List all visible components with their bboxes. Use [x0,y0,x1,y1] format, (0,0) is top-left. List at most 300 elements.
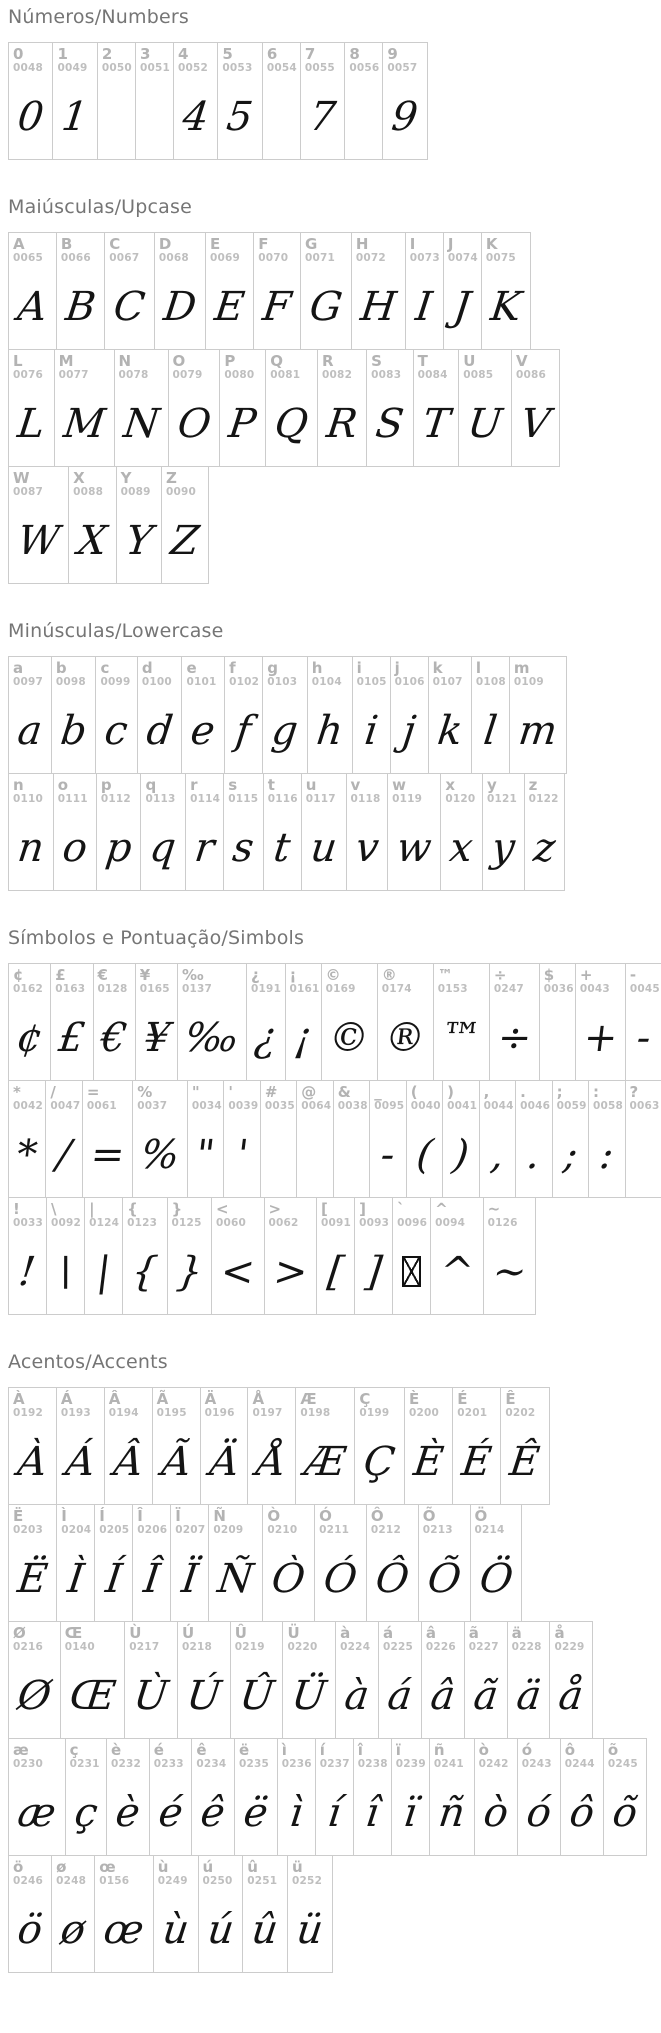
cell-unicode-code: 0199 [359,1408,401,1420]
glyph-cell [382,42,427,160]
glyph-character: M [61,401,108,447]
cell-char-label: | [89,1201,119,1218]
glyph-cell [265,349,318,467]
cell-header [301,233,351,265]
cell-char-label: K [486,236,527,253]
cell-glyph [247,996,284,1080]
cell-header [334,1081,369,1113]
cell-header [483,774,524,806]
cell-glyph [141,806,185,890]
cell-char-label: Å [252,1391,292,1408]
glyph-character: Å [255,1439,290,1485]
cell-char-label: ! [13,1201,43,1218]
glyph-cell [53,773,97,891]
cell-unicode-code: 0116 [268,794,298,806]
cell-glyph [188,1113,223,1197]
cell-header [472,657,509,689]
cell-header [355,1388,404,1420]
glyph-character: a [15,708,45,754]
glyph-character: Ü [290,1673,329,1719]
glyph-cell [224,656,263,774]
glyph-cell [430,1197,484,1315]
cell-glyph [301,75,344,159]
cell-glyph [212,1230,264,1314]
cell-char-label: ® [382,967,430,984]
cell-char-label: I [410,236,440,253]
cell-unicode-code: 0083 [371,370,409,382]
cell-unicode-code: 0037 [137,1101,184,1113]
glyph-row [8,1504,661,1622]
cell-glyph [85,1230,122,1314]
cell-char-label: k [433,660,468,677]
cell-unicode-code: 0035 [265,1101,293,1113]
cell-char-label: ( [411,1084,439,1101]
cell-char-label: 8 [349,46,379,63]
cell-header [501,1388,548,1420]
cell-char-label: y [487,777,521,794]
cell-unicode-code: 0210 [267,1525,311,1537]
glyph-character: S [373,401,406,447]
cell-header [117,467,161,499]
glyph-cell [482,773,525,891]
glyph-character: Ò [270,1556,308,1602]
glyph-cell [114,349,169,467]
glyph-cell [116,466,162,584]
cell-char-label: T [418,353,456,370]
cell-char-label: f [229,660,259,677]
glyph-cell [223,773,264,891]
cell-char-label: ô [565,1742,600,1759]
glyph-character: " [194,1132,218,1178]
cell-unicode-code: 0123 [127,1218,163,1230]
cell-char-label: ú [203,1859,240,1876]
glyph-character: % [138,1132,182,1178]
glyph-cell [65,1738,107,1856]
cell-char-label: Ü [287,1625,332,1642]
cell-glyph [472,689,509,773]
cell-unicode-code: 0201 [457,1408,497,1420]
cell-header [178,964,246,996]
cell-glyph [98,75,135,159]
cell-header [301,43,344,75]
glyph-character: õ [610,1790,640,1836]
glyph-row [8,1855,661,1973]
cell-header [383,43,426,75]
cell-char-label: 0 [13,46,49,63]
cell-char-label: í [320,1742,350,1759]
cell-glyph [419,1537,470,1621]
cell-char-label: Õ [423,1508,467,1525]
cell-glyph [407,1113,442,1197]
cell-unicode-code: 0090 [166,487,205,499]
cell-unicode-code: 0097 [13,677,48,689]
cell-unicode-code: 0107 [433,677,468,689]
glyph-character: : [597,1132,616,1178]
glyph-character: D [161,284,199,330]
cell-header [98,43,135,75]
glyph-cell [452,1387,501,1505]
glyph-character: ô [567,1790,597,1836]
cell-glyph [301,265,351,349]
glyph-cell [549,1621,593,1739]
cell-unicode-code: 0057 [387,63,423,75]
cell-header [263,43,300,75]
cell-glyph [9,1771,65,1855]
cell-char-label: Î [137,1508,167,1525]
glyph-character: ~ [490,1249,529,1295]
cell-glyph [9,1654,60,1738]
glyph-cell [8,1504,57,1622]
cell-header [182,657,224,689]
cell-glyph [54,806,96,890]
glyph-character: ¢ [14,1015,45,1061]
cell-unicode-code: 0239 [396,1759,426,1771]
cell-glyph [224,1113,259,1197]
glyph-cell [471,656,510,774]
cell-char-label: i [357,660,387,677]
cell-header [174,43,217,75]
cell-header [47,1198,84,1230]
cell-glyph [95,1888,153,1972]
cell-unicode-code: 0087 [13,487,65,499]
cell-unicode-code: 0042 [13,1101,42,1113]
cell-char-label: { [127,1201,163,1218]
cell-char-label: * [13,1084,42,1101]
cell-unicode-code: 0216 [13,1642,57,1654]
cell-unicode-code: 0228 [512,1642,547,1654]
glyph-cell [489,963,540,1081]
cell-char-label: E [210,236,250,253]
glyph-cell [560,1738,604,1856]
cell-char-label: œ [99,1859,150,1876]
cell-glyph [367,1537,418,1621]
cell-glyph [475,1771,517,1855]
glyph-character: ò [481,1790,511,1836]
cell-glyph [186,806,223,890]
section-title: Números/Numbers [8,6,661,28]
cell-header [388,774,440,806]
cell-header [508,1622,550,1654]
cell-glyph [278,1771,315,1855]
cell-header [355,1198,392,1230]
cell-char-label: L [13,353,51,370]
glyph-character: Ó [321,1556,359,1602]
cell-glyph [626,996,661,1080]
glyph-character: 7 [307,94,338,140]
cell-char-label: W [13,470,65,487]
glyph-cell [104,232,155,350]
cell-header [9,467,68,499]
cell-glyph [9,75,52,159]
glyph-character: ã [471,1673,501,1719]
cell-unicode-code: 0078 [119,370,165,382]
cell-unicode-code: 0095 [374,1101,402,1113]
cell-glyph [123,1230,166,1314]
cell-header [576,964,625,996]
cell-char-label: N [119,353,165,370]
cell-glyph [431,1230,483,1314]
glyph-character: æ [15,1790,58,1836]
cell-char-label: G [305,236,348,253]
glyph-cell [262,656,308,774]
glyph-character: ï [401,1790,419,1836]
cell-header [9,350,54,382]
cell-char-label: 4 [178,46,214,63]
cell-unicode-code: 0236 [282,1759,312,1771]
cell-char-label: ü [292,1859,329,1876]
glyph-cell [433,963,490,1081]
cell-unicode-code: 0234 [196,1759,231,1771]
cell-header [96,657,136,689]
section-uppercase [8,196,661,584]
cell-unicode-code: 0067 [109,253,151,265]
glyph-character: Ë [15,1556,50,1602]
glyph-cell [625,1080,661,1198]
glyph-character: I [414,284,435,330]
glyph-character: ë [241,1790,270,1836]
cell-glyph [512,382,559,466]
glyph-cell [153,1855,199,1973]
glyph-cell [52,42,97,160]
glyph-character: 5 [225,94,256,140]
glyph-cell [242,1855,288,1973]
cell-char-label: ÷ [494,967,536,984]
cell-glyph [150,1771,192,1855]
cell-glyph [231,1654,283,1738]
cell-header [353,657,390,689]
glyph-cell [137,656,183,774]
glyph-character: b [58,708,89,754]
glyph-cell [8,1080,46,1198]
cell-glyph [9,996,50,1080]
cell-header [434,964,489,996]
glyph-cell [223,1080,260,1198]
glyph-cell [84,1197,123,1315]
glyph-cell [377,963,434,1081]
cell-unicode-code: 0108 [476,677,506,689]
cell-unicode-code: 0193 [61,1408,101,1420]
cell-header [212,1198,264,1230]
cell-char-label: m [514,660,563,677]
glyph-character: U [465,401,504,447]
cell-header [405,1388,452,1420]
cell-header [57,233,104,265]
cell-header [138,657,182,689]
glyph-cell [483,1197,537,1315]
cell-unicode-code: 0069 [210,253,250,265]
cell-char-label: ò [479,1742,514,1759]
glyph-cell [132,1504,171,1622]
glyph-cell [625,963,661,1081]
cell-char-label: Ï [175,1508,205,1525]
cell-glyph [317,1230,354,1314]
glyph-cell [421,1621,465,1739]
cell-unicode-code: 0232 [111,1759,146,1771]
cell-char-label: ó [522,1742,557,1759]
glyph-character: 0 [15,94,46,140]
cell-unicode-code: 0206 [137,1525,167,1537]
glyph-cell [173,42,218,160]
glyph-character: , [488,1132,506,1178]
glyph-cell [198,1855,244,1973]
glyph-cell [500,1387,549,1505]
cell-char-label: C [109,236,151,253]
cell-unicode-code: 0101 [186,677,221,689]
cell-char-label: \ [51,1201,81,1218]
cell-unicode-code: 0235 [239,1759,274,1771]
cell-unicode-code: 0121 [487,794,521,806]
glyph-character: \ [56,1249,75,1295]
cell-char-label: t [268,777,298,794]
glyph-cell [296,1080,333,1198]
cell-unicode-code: 0055 [305,63,341,75]
cell-char-label: ' [228,1084,256,1101]
glyph-character: Í [103,1556,124,1602]
cell-header [105,233,154,265]
cell-char-label: a [13,660,48,677]
cell-unicode-code: 0217 [129,1642,174,1654]
glyph-character: ‰ [182,1015,241,1061]
glyph-cell [262,42,301,160]
glyph-character: r [192,825,217,871]
cell-unicode-code: 0077 [59,370,111,382]
glyph-cell [8,656,52,774]
cell-glyph [201,1420,248,1504]
glyph-character: ' [234,1132,251,1178]
cell-char-label: â [426,1625,461,1642]
cell-glyph [510,689,566,773]
cell-unicode-code: 0059 [557,1101,585,1113]
glyph-cell [8,963,51,1081]
cell-char-label: s [228,777,260,794]
cell-char-label: } [172,1201,208,1218]
cell-header [266,350,317,382]
glyph-character: K [488,284,524,330]
glyph-character: À [15,1439,50,1485]
cell-header [265,1198,317,1230]
cell-unicode-code: 0073 [410,253,440,265]
cell-glyph [422,1654,464,1738]
glyph-cell [94,1855,154,1973]
cell-glyph [525,806,564,890]
glyph-cell [167,1197,212,1315]
cell-unicode-code: 0074 [448,253,478,265]
cell-glyph [138,689,182,773]
cell-header [209,1505,262,1537]
cell-glyph [316,1771,353,1855]
cell-char-label: J [448,236,478,253]
cell-header [225,657,262,689]
cell-header [224,774,263,806]
cell-char-label: O [173,353,217,370]
cell-char-label: Ù [129,1625,174,1642]
glyph-character: è [113,1790,142,1836]
cell-unicode-code: 0096 [397,1218,427,1230]
cell-glyph [626,1113,661,1197]
glyph-cell [429,1738,475,1856]
glyph-character: z [531,825,558,871]
cell-glyph [52,689,96,773]
cell-unicode-code: 0250 [203,1876,240,1888]
glyph-cell [481,232,531,350]
cell-header [186,774,223,806]
cell-unicode-code: 0043 [580,984,622,996]
glyph-character: û [249,1907,280,1953]
cell-glyph [53,75,96,159]
cell-glyph [218,75,261,159]
cell-unicode-code: 0061 [87,1101,129,1113]
glyph-character: Ô [373,1556,411,1602]
glyph-character: * [14,1132,40,1178]
glyph-character: s [230,825,256,871]
cell-glyph [97,806,141,890]
glyph-character: â [428,1673,458,1719]
cell-glyph [153,1420,200,1504]
glyph-character: Î [141,1556,162,1602]
glyph-cell [93,963,136,1081]
glyph-cell [413,349,460,467]
cell-char-label: ? [630,1084,658,1101]
cell-glyph [283,1654,335,1738]
cell-unicode-code: 0102 [229,677,259,689]
cell-header [406,233,443,265]
cell-unicode-code: 0039 [228,1101,256,1113]
cell-unicode-code: 0086 [516,370,556,382]
cell-unicode-code: 0048 [13,63,49,75]
cell-glyph [171,1537,208,1621]
glyph-character: < [218,1249,257,1295]
glyph-character: à [342,1673,372,1719]
cell-unicode-code: 0197 [252,1408,292,1420]
glyph-cell [282,1621,336,1739]
cell-char-label: V [516,353,556,370]
glyph-cell [211,1197,265,1315]
section-symbols [8,927,661,1315]
glyph-character: i [362,708,380,754]
cell-header [414,350,459,382]
cell-char-label: S [371,353,409,370]
cell-header [97,774,141,806]
cell-unicode-code: 0229 [554,1642,589,1654]
glyph-rows [8,42,661,160]
glyph-cell [168,349,221,467]
glyph-cell [177,963,247,1081]
cell-char-label: j [395,660,425,677]
cell-unicode-code: 0207 [175,1525,205,1537]
cell-header [243,1856,287,1888]
cell-unicode-code: 0137 [182,984,243,996]
glyph-cell [95,656,137,774]
glyph-character: Á [63,1439,98,1485]
cell-glyph [336,1654,378,1738]
cell-char-label: A [13,236,53,253]
cell-char-label: z [529,777,561,794]
glyph-character: j [400,708,418,754]
glyph-character: ù [160,1907,191,1953]
cell-header [561,1739,603,1771]
cell-unicode-code: 0066 [61,253,101,265]
cell-char-label: ë [239,1742,274,1759]
cell-unicode-code: 0063 [630,1101,658,1113]
cell-unicode-code: 0209 [213,1525,259,1537]
glyph-cell [122,1197,167,1315]
cell-char-label: & [338,1084,366,1101]
cell-glyph [355,1420,404,1504]
cell-header [604,1739,646,1771]
cell-glyph [9,382,54,466]
cell-header [540,964,575,996]
cell-header [465,1622,507,1654]
